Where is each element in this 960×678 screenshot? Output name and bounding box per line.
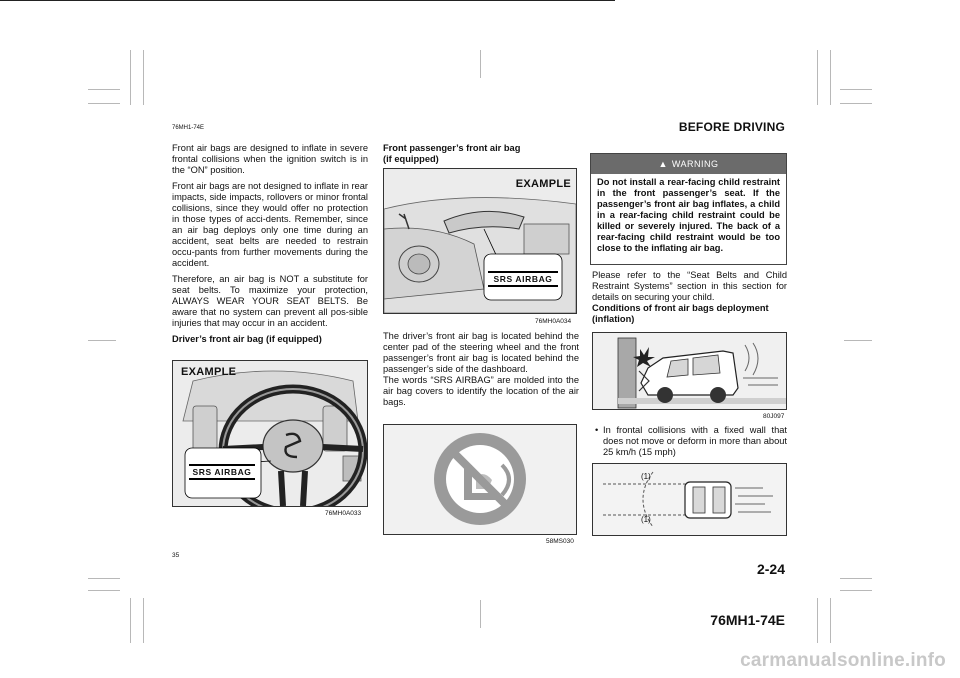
figure-code: 76MH0A034 [535, 318, 572, 325]
header-rule [0, 0, 615, 1]
watermark: carmanualsonline.info [740, 650, 946, 671]
middle-para-1: The driver’s front air bag is located behind the center pad of the steering wheel and the front passenger’s front air bag is located behind the passenger’s side of the dashboard. [383, 331, 579, 374]
right-text [592, 270, 787, 325]
figure-code: 58MS030 [546, 538, 574, 545]
passenger-airbag-heading [383, 143, 579, 165]
crop-mark [817, 50, 818, 105]
warning-triangle-icon: ▲ [658, 159, 668, 169]
crop-mark [817, 598, 818, 643]
srs-airbag-badge: SRS AIRBAG [488, 271, 558, 287]
left-para-2: Front air bags are not designed to inflate in rear impacts, side impacts, rollovers or minor frontal collisions, since they would offer no protection in those types of acci-dents. Remember, since an air bag deploys only one time during an accident, seat belts are needed to restrain occu-pants from further movements during the accident. [172, 181, 368, 268]
warning-header [591, 154, 786, 174]
no-rear-facing-seat-figure [383, 424, 577, 535]
left-para-3: Therefore, an air bag is NOT a substitute for seat belts. To maximize your protection, ALWAYS WEAR YOUR SEAT BELTS. Be aware that no system can prevent all pos-sible injuries that may occur in an accident. [172, 274, 368, 328]
crop-mark [88, 578, 120, 579]
example-label: EXAMPLE [515, 178, 571, 190]
crop-mark [840, 590, 872, 591]
crop-mark [88, 89, 120, 90]
figure-code: 76MH0A033 [325, 510, 362, 517]
srs-airbag-badge: SRS AIRBAG [189, 464, 255, 480]
warning-box [590, 153, 787, 265]
crop-mark [88, 590, 120, 591]
crop-mark [143, 598, 144, 643]
print-page-number: 35 [172, 552, 180, 559]
figure-code: 80J097 [763, 413, 785, 420]
crop-mark [840, 578, 872, 579]
crop-mark [844, 340, 872, 341]
passenger-heading-line1: Front passenger’s front air bag [383, 143, 521, 153]
crop-mark [830, 50, 831, 105]
crop-mark [480, 50, 481, 78]
warning-text: Do not install a rear-facing child restraint in the front passenger’s seat. If the passenger’s front air bag inflates, a child in a rear-facing child restraint could be killed or severely injured. The back of a rear-facing child restraint would be too close to the inflating air bag. [597, 177, 780, 253]
footer-doc-code: 76MH1-74E [710, 612, 785, 628]
frontal-collision-figure [592, 332, 787, 410]
crop-mark [143, 50, 144, 105]
top-view-collision-illustration [593, 464, 786, 535]
page-number: 2-24 [756, 561, 785, 577]
header-doc-code: 76MH1-74E [172, 125, 205, 131]
right-para-1: Please refer to the “Seat Belts and Child Restraint Systems” section in this section for details on securing your child. [592, 270, 787, 302]
left-column [172, 143, 368, 345]
crop-mark [130, 50, 131, 105]
crop-mark [130, 598, 131, 643]
steering-wheel-illustration [173, 361, 367, 506]
offset-collision-figure [592, 463, 787, 536]
car-crash-illustration [593, 333, 786, 409]
dashboard-illustration [384, 169, 576, 313]
angle-label-top: (1) [641, 472, 651, 481]
driver-airbag-heading: Driver’s front air bag (if equipped) [172, 334, 322, 344]
middle-para-2: The words “SRS AIRBAG” are molded into the air bag covers to identify the location of the air bags. [383, 375, 579, 407]
crop-mark [830, 598, 831, 643]
left-para-1: Front air bags are designed to inflate in severe frontal collisions when the ignition switch is in the “ON” position. [172, 143, 368, 175]
bullet-text: In frontal collisions with a fixed wall that does not move or deform in more than about 25 km/h (15 mph) [603, 425, 787, 457]
passenger-airbag-figure [383, 168, 577, 314]
driver-airbag-figure [172, 360, 368, 507]
warning-title: WARNING [671, 159, 719, 169]
deployment-heading: Conditions of front air bags deployment (inflation) [592, 303, 769, 324]
collision-bullet-item [592, 425, 787, 458]
bullet-dot: • [595, 425, 599, 435]
crop-mark [88, 340, 116, 341]
angle-label-bottom: (1) [641, 515, 651, 524]
crop-mark [840, 103, 872, 104]
crop-mark [840, 89, 872, 90]
header-section-title: BEFORE DRIVING [678, 120, 785, 134]
passenger-heading-line2: (if equipped) [383, 154, 439, 164]
middle-text [383, 331, 579, 408]
crop-mark [88, 103, 120, 104]
example-label: EXAMPLE [181, 366, 237, 378]
prohibition-icon [384, 425, 576, 534]
crop-mark [480, 600, 481, 628]
